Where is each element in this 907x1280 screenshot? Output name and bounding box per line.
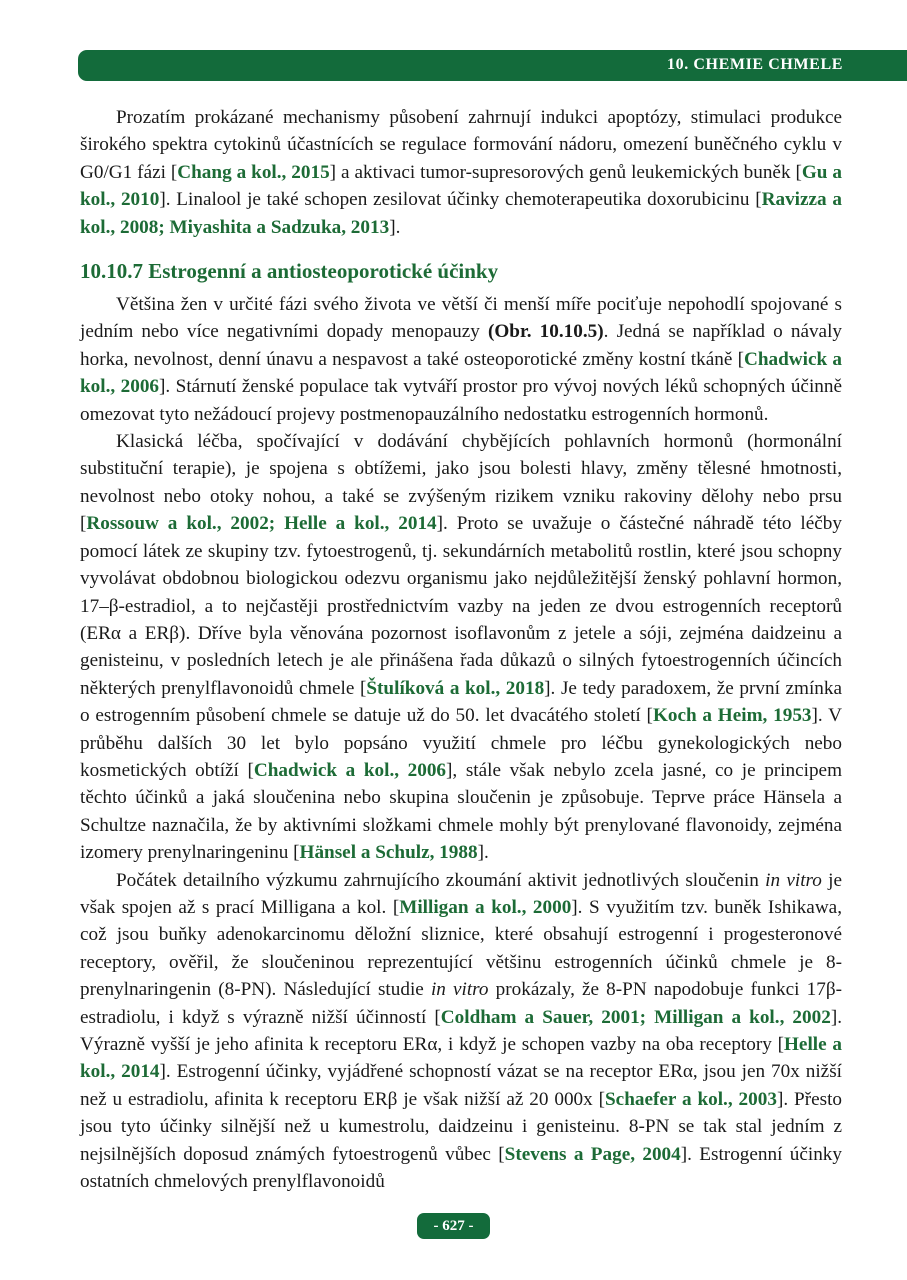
citation-link[interactable]: Štulíková a kol., 2018 bbox=[366, 677, 545, 699]
text: ] a aktivaci tumor-supresorových genů leukemických buněk [ bbox=[329, 161, 802, 183]
citation-link[interactable]: Gu a kol., 2010 bbox=[80, 161, 843, 211]
text: ], stále však nebylo zcela jasné, co je principem těchto účinků a jaká sloučenina nebo skupina sloučenin je způsobuje. Teprve práce Hänsela a Schultze naznačila, že by aktivními složkami chmele mohly být prenylované flavonoidy, zejména izomery prenylnaringeninu [ bbox=[80, 759, 842, 864]
page-body bbox=[80, 104, 842, 1195]
text: Prozatím prokázané mechanismy působení zahrnují indukci apoptózy, stimulaci produkce širokého spektra cytokinů účastnících se regulace formování nádoru, omezení buněčného cyklu v G0/G1 fázi [ bbox=[80, 107, 842, 183]
section-heading: 10.10.7 Estrogenní a antiosteoporotické účinky bbox=[80, 259, 499, 284]
text: ]. bbox=[389, 216, 401, 238]
figure-reference[interactable]: (Obr. 10.10.5) bbox=[487, 321, 604, 343]
text: Většina žen v určité fázi svého života ve větší či menší míře pociťuje nepohodlí spojované s jedním nebo více negativními dopady menopauzy bbox=[80, 294, 842, 343]
text: ]. Linalool je také schopen zesilovat účinky chemoterapeutika doxorubicinu [ bbox=[159, 189, 762, 211]
text: ]. Výrazně vyšší je jeho afinita k receptoru ERα, i když je schopen vazby na oba receptory [ bbox=[80, 1006, 842, 1055]
text: . Jedná se například o návaly horka, nevolnost, denní únavu a nespavost a také osteoporotické změny kostní tkáně [ bbox=[80, 321, 842, 370]
paragraph-2 bbox=[80, 291, 842, 428]
text: je však spojen až s prací Milligana a kol. [ bbox=[80, 869, 842, 918]
citation-link[interactable]: Hänsel a Schulz, 1988 bbox=[299, 842, 478, 864]
paragraph-1 bbox=[80, 104, 842, 241]
text: ]. Stárnutí ženské populace tak vytváří prostor pro vývoj nových léků schopných účinně omezovat tyto nežádoucí projevy postmenopauzálního nedostatku estrogenních hormonů. bbox=[80, 376, 842, 425]
text: ]. Estrogenní účinky ostatních chmelových prenylflavonoidů bbox=[80, 1143, 842, 1193]
text: ]. Přesto jsou tyto účinky silnější než u kumestrolu, daidzeinu i genisteinu. 8-PN se tak stal jedním z nejsilnějších doposud známých fytoestrogenů vůbec [ bbox=[80, 1088, 842, 1165]
text: prokázaly, že 8-PN napodobuje funkci 17β-estradiolu, i když s výrazně nižší účinností [ bbox=[80, 979, 842, 1028]
text: Klasická léčba, spočívající v dodávání chybějících pohlavních hormonů (hormonální substituční terapie), je spojena s obtížemi, jako jsou bolesti hlavy, změny tělesné hmotnosti, nevolnost nebo otoky nohou, a také se zvýšeným rizikem vzniku rakoviny dělohy nebo prsu [ bbox=[80, 431, 842, 535]
text: ]. S využitím tzv. buněk Ishikawa, což jsou buňky adenokarcinomu děložní sliznice, které obsahují estrogenní i progesteronové receptory, ověřil, že sloučeninou reprezentující většinu estrogenních účinků chmele je 8-prenylnaringenin (8-PN). Následující studie bbox=[80, 896, 842, 1001]
text: ]. Proto se uvažuje o částečné náhradě této léčby pomocí látek ze skupiny tzv. fytoestrogenů, tj. sekundárních metabolitů rostlin, které jsou schopny vyvolávat obdobnou biologickou odezvu organismu jako nejdůležitější ženský pohlavní hormon, 17–β-estradiol, a to nejčastěji prostřednictvím vazby na jeden ze dvou estrogenních receptorů (ERα a ERβ). Dříve byla věnována pozornost isoflavonům z jetele a sóji, zejména daidzeinu a genisteinu, v posledních letech je ale přinášena řada důkazů o silných fytoestrogenních účincích některých prenylflavonoidů chmele [ bbox=[80, 513, 842, 699]
citation-link[interactable]: Stevens a Page, 2004 bbox=[504, 1143, 681, 1165]
text: ]. Je tedy paradoxem, že první zmínka o estrogenním působení chmele se datuje už do 50. let dvacátého století [ bbox=[80, 677, 842, 727]
citation-link[interactable]: Chang a kol., 2015 bbox=[177, 161, 330, 183]
citation-link[interactable]: Schaefer a kol., 2003 bbox=[605, 1088, 777, 1110]
citation-link[interactable]: Chadwick a kol., 2006 bbox=[253, 759, 447, 781]
italic-term: in vitro bbox=[430, 979, 489, 1001]
text: ]. V průběhu dalších 30 let bylo popsáno využití chmele pro léčbu gynekologických nebo kosmetických obtíží [ bbox=[80, 705, 843, 781]
citation-link[interactable]: Helle a kol., 2014 bbox=[80, 1034, 842, 1083]
paragraph-3 bbox=[80, 428, 842, 867]
citation-link[interactable]: Coldham a Sauer, 2001; Milligan a kol., 2002 bbox=[440, 1006, 831, 1028]
citation-link[interactable]: Rossouw a kol., 2002; Helle a kol., 2014 bbox=[86, 513, 437, 535]
citation-link[interactable]: Chadwick a kol., 2006 bbox=[80, 348, 842, 398]
page-number-badge: - 627 - bbox=[417, 1213, 490, 1239]
italic-term: in vitro bbox=[765, 869, 822, 891]
text: Počátek detailního výzkumu zahrnujícího zkoumání aktivit jednotlivých sloučenin bbox=[116, 869, 766, 891]
text: ]. Estrogenní účinky, vyjádřené schopností vázat se na receptor ERα, jsou jen 70x nižší než u estradiolu, afinita k receptoru ERβ je však nižší až 20 000x [ bbox=[80, 1061, 842, 1110]
chapter-title: 10. CHEMIE CHMELE bbox=[667, 56, 843, 73]
citation-link[interactable]: Milligan a kol., 2000 bbox=[399, 896, 572, 918]
citation-link[interactable]: Ravizza a kol., 2008; Miyashita a Sadzuka, 2013 bbox=[80, 189, 842, 238]
text: ]. bbox=[477, 842, 489, 864]
chapter-header-bar bbox=[78, 50, 907, 81]
citation-link[interactable]: Koch a Heim, 1953 bbox=[652, 705, 812, 727]
paragraph-4 bbox=[80, 867, 842, 1196]
